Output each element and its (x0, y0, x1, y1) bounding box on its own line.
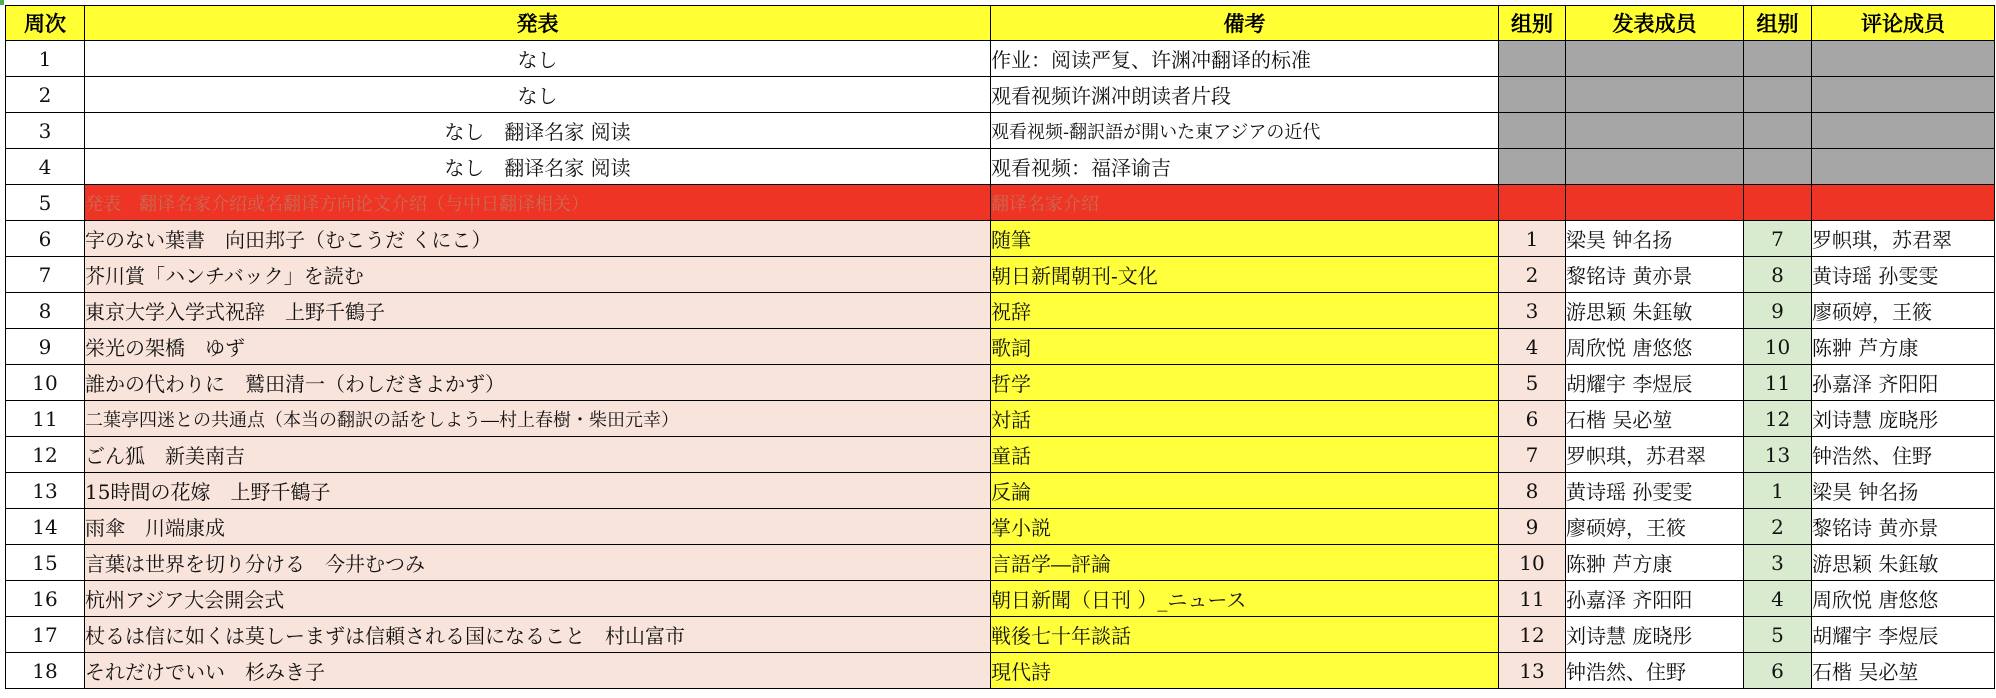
table-row (6, 257, 1995, 293)
table-row (6, 473, 1995, 509)
reviewers-cell[interactable]: 陈翀 芦方康 (1812, 329, 1995, 365)
note-cell[interactable]: 观看视频-翻訳語が開いた東アジアの近代 (991, 113, 1499, 149)
review-group-cell[interactable]: 5 (1744, 617, 1812, 653)
week-cell[interactable]: 17 (6, 617, 85, 653)
header-presenters[interactable]: 发表成员 (1566, 6, 1744, 41)
presenters-cell[interactable] (1566, 41, 1744, 77)
group-cell[interactable] (1499, 113, 1566, 149)
group-cell[interactable]: 1 (1499, 221, 1566, 257)
review-group-cell[interactable] (1744, 77, 1812, 113)
presentation-cell[interactable]: ごん狐 新美南吉 (85, 437, 991, 473)
week-cell[interactable]: 13 (6, 473, 85, 509)
presentation-cell[interactable]: 誰かの代わりに 鷲田清一（わしだきよかず） (85, 365, 991, 401)
presenters-cell[interactable] (1566, 149, 1744, 185)
presenters-cell[interactable]: 周欣悦 唐悠悠 (1566, 329, 1744, 365)
review-group-cell[interactable]: 4 (1744, 581, 1812, 617)
review-group-cell[interactable]: 9 (1744, 293, 1812, 329)
cell-cursor-mark (0, 0, 4, 5)
group-cell[interactable] (1499, 41, 1566, 77)
presenters-cell[interactable]: 胡耀宇 李煜辰 (1566, 365, 1744, 401)
review-group-cell[interactable]: 1 (1744, 473, 1812, 509)
presenters-cell[interactable]: 钟浩然、住野 (1566, 653, 1744, 689)
review-group-cell[interactable]: 7 (1744, 221, 1812, 257)
week-cell[interactable]: 16 (6, 581, 85, 617)
reviewers-cell[interactable] (1812, 77, 1995, 113)
table-row (6, 545, 1995, 581)
week-cell[interactable]: 1 (6, 41, 85, 77)
presentation-cell[interactable]: 東京大学入学式祝辞 上野千鶴子 (85, 293, 991, 329)
presenters-cell[interactable] (1566, 113, 1744, 149)
table-row (6, 113, 1995, 149)
presenters-cell[interactable]: 廖硕婷，王筱 (1566, 509, 1744, 545)
note-cell[interactable]: 朝日新聞（日刊 ）_ニュース (991, 581, 1499, 617)
reviewers-cell[interactable] (1812, 41, 1995, 77)
group-cell[interactable]: 4 (1499, 329, 1566, 365)
table-row (6, 185, 1995, 221)
presenters-cell[interactable]: 罗帜琪，苏君翠 (1566, 437, 1744, 473)
note-cell[interactable]: 哲学 (991, 365, 1499, 401)
note-cell[interactable]: 言語学―評論 (991, 545, 1499, 581)
week-cell[interactable]: 11 (6, 401, 85, 437)
review-group-cell[interactable] (1744, 149, 1812, 185)
presenters-cell[interactable]: 黄诗瑶 孙雯雯 (1566, 473, 1744, 509)
reviewers-cell[interactable] (1812, 185, 1995, 221)
reviewers-cell[interactable] (1812, 113, 1995, 149)
table-row (6, 41, 1995, 77)
review-group-cell[interactable] (1744, 185, 1812, 221)
note-cell[interactable]: 現代詩 (991, 653, 1499, 689)
week-cell[interactable]: 7 (6, 257, 85, 293)
group-cell[interactable]: 9 (1499, 509, 1566, 545)
group-cell[interactable]: 13 (1499, 653, 1566, 689)
table-row (6, 509, 1995, 545)
presentation-cell[interactable]: 杭州アジア大会開会式 (85, 581, 991, 617)
presentation-cell[interactable]: なし 翻译名家 阅读 (85, 113, 991, 149)
header-review-group[interactable]: 组别 (1744, 6, 1812, 41)
note-cell[interactable]: 朝日新聞朝刊-文化 (991, 257, 1499, 293)
note-cell[interactable]: 掌小説 (991, 509, 1499, 545)
group-cell[interactable]: 7 (1499, 437, 1566, 473)
presenters-cell[interactable]: 刘诗慧 庞晓彤 (1566, 617, 1744, 653)
review-group-cell[interactable]: 11 (1744, 365, 1812, 401)
week-cell[interactable]: 10 (6, 365, 85, 401)
note-cell[interactable]: 対話 (991, 401, 1499, 437)
presenters-cell[interactable] (1566, 185, 1744, 221)
reviewers-cell[interactable]: 黎铭诗 黄亦景 (1812, 509, 1995, 545)
presentation-cell[interactable]: それだけでいい 杉みき子 (85, 653, 991, 689)
table-row (6, 401, 1995, 437)
header-notes[interactable]: 備考 (991, 6, 1499, 41)
week-cell[interactable]: 9 (6, 329, 85, 365)
presentation-cell[interactable]: なし (85, 77, 991, 113)
reviewers-cell[interactable]: 周欣悦 唐悠悠 (1812, 581, 1995, 617)
presentation-cell[interactable]: 言葉は世界を切り分ける 今井むつみ (85, 545, 991, 581)
review-group-cell[interactable]: 10 (1744, 329, 1812, 365)
presentation-cell[interactable]: 発表 翻译名家介绍或名翻译方向论文介绍（与中日翻译相关） (85, 185, 991, 221)
reviewers-cell[interactable]: 罗帜琪，苏君翠 (1812, 221, 1995, 257)
table-row (6, 581, 1995, 617)
header-row (6, 6, 1995, 41)
group-cell[interactable] (1499, 77, 1566, 113)
week-cell[interactable]: 5 (6, 185, 85, 221)
review-group-cell[interactable]: 13 (1744, 437, 1812, 473)
presenters-cell[interactable]: 石楷 吴必堃 (1566, 401, 1744, 437)
reviewers-cell[interactable]: 胡耀宇 李煜辰 (1812, 617, 1995, 653)
note-cell[interactable]: 翻译名家介绍 (991, 185, 1499, 221)
group-cell[interactable] (1499, 185, 1566, 221)
schedule-table (5, 5, 1995, 689)
week-cell[interactable]: 6 (6, 221, 85, 257)
presentation-cell[interactable]: 栄光の架橋 ゆず (85, 329, 991, 365)
week-cell[interactable]: 4 (6, 149, 85, 185)
review-group-cell[interactable]: 3 (1744, 545, 1812, 581)
reviewers-cell[interactable] (1812, 149, 1995, 185)
presentation-cell[interactable]: 雨傘 川端康成 (85, 509, 991, 545)
group-cell[interactable]: 3 (1499, 293, 1566, 329)
presentation-cell[interactable]: 芥川賞「ハンチバック」を読む (85, 257, 991, 293)
week-cell[interactable]: 3 (6, 113, 85, 149)
note-cell[interactable]: 观看视频许渊冲朗读者片段 (991, 77, 1499, 113)
reviewers-cell[interactable]: 黄诗瑶 孙雯雯 (1812, 257, 1995, 293)
reviewers-cell[interactable]: 石楷 吴必堃 (1812, 653, 1995, 689)
header-presentation[interactable]: 発表 (85, 6, 991, 41)
group-cell[interactable]: 2 (1499, 257, 1566, 293)
review-group-cell[interactable]: 8 (1744, 257, 1812, 293)
review-group-cell[interactable] (1744, 113, 1812, 149)
review-group-cell[interactable]: 6 (1744, 653, 1812, 689)
note-cell[interactable]: 随筆 (991, 221, 1499, 257)
presentation-cell[interactable]: 15時間の花嫁 上野千鶴子 (85, 473, 991, 509)
header-week[interactable]: 周次 (6, 6, 85, 41)
table-row (6, 77, 1995, 113)
table-row (6, 293, 1995, 329)
table-row (6, 329, 1995, 365)
week-cell[interactable]: 2 (6, 77, 85, 113)
note-cell[interactable]: 歌詞 (991, 329, 1499, 365)
week-cell[interactable]: 18 (6, 653, 85, 689)
group-cell[interactable]: 11 (1499, 581, 1566, 617)
note-cell[interactable]: 祝辞 (991, 293, 1499, 329)
table-row (6, 437, 1995, 473)
review-group-cell[interactable]: 12 (1744, 401, 1812, 437)
header-reviewers[interactable]: 评论成员 (1812, 6, 1995, 41)
note-cell[interactable]: 童話 (991, 437, 1499, 473)
week-cell[interactable]: 8 (6, 293, 85, 329)
note-cell[interactable]: 反論 (991, 473, 1499, 509)
reviewers-cell[interactable]: 孙嘉泽 齐阳阳 (1812, 365, 1995, 401)
group-cell[interactable]: 8 (1499, 473, 1566, 509)
group-cell[interactable] (1499, 149, 1566, 185)
presenters-cell[interactable]: 梁昊 钟名扬 (1566, 221, 1744, 257)
presentation-cell[interactable]: なし 翻译名家 阅读 (85, 149, 991, 185)
table-row (6, 221, 1995, 257)
note-cell[interactable]: 观看视频：福泽谕吉 (991, 149, 1499, 185)
presenters-cell[interactable]: 孙嘉泽 齐阳阳 (1566, 581, 1744, 617)
presentation-cell[interactable]: 二葉亭四迷との共通点（本当の翻訳の話をしよう―村上春樹・柴田元幸） (85, 401, 991, 437)
note-cell[interactable]: 作业：阅读严复、许渊冲翻译的标准 (991, 41, 1499, 77)
group-cell[interactable]: 12 (1499, 617, 1566, 653)
table-row (6, 653, 1995, 689)
reviewers-cell[interactable]: 钟浩然、住野 (1812, 437, 1995, 473)
table-row (6, 617, 1995, 653)
presenters-cell[interactable]: 黎铭诗 黄亦景 (1566, 257, 1744, 293)
review-group-cell[interactable] (1744, 41, 1812, 77)
group-cell[interactable]: 5 (1499, 365, 1566, 401)
presentation-cell[interactable]: 字のない葉書 向田邦子（むこうだ くにこ） (85, 221, 991, 257)
reviewers-cell[interactable]: 刘诗慧 庞晓彤 (1812, 401, 1995, 437)
presenters-cell[interactable]: 陈翀 芦方康 (1566, 545, 1744, 581)
presenters-cell[interactable]: 游思颖 朱鈺敏 (1566, 293, 1744, 329)
group-cell[interactable]: 6 (1499, 401, 1566, 437)
reviewers-cell[interactable]: 梁昊 钟名扬 (1812, 473, 1995, 509)
header-group[interactable]: 组别 (1499, 6, 1566, 41)
reviewers-cell[interactable]: 廖硕婷，王筱 (1812, 293, 1995, 329)
presenters-cell[interactable] (1566, 77, 1744, 113)
table-row (6, 365, 1995, 401)
week-cell[interactable]: 15 (6, 545, 85, 581)
table-row (6, 149, 1995, 185)
week-cell[interactable]: 14 (6, 509, 85, 545)
reviewers-cell[interactable]: 游思颖 朱鈺敏 (1812, 545, 1995, 581)
review-group-cell[interactable]: 2 (1744, 509, 1812, 545)
group-cell[interactable]: 10 (1499, 545, 1566, 581)
presentation-cell[interactable]: 杖るは信に如くは莫しーまずは信頼される国になること 村山富市 (85, 617, 991, 653)
note-cell[interactable]: 戦後七十年談話 (991, 617, 1499, 653)
week-cell[interactable]: 12 (6, 437, 85, 473)
presentation-cell[interactable]: なし (85, 41, 991, 77)
